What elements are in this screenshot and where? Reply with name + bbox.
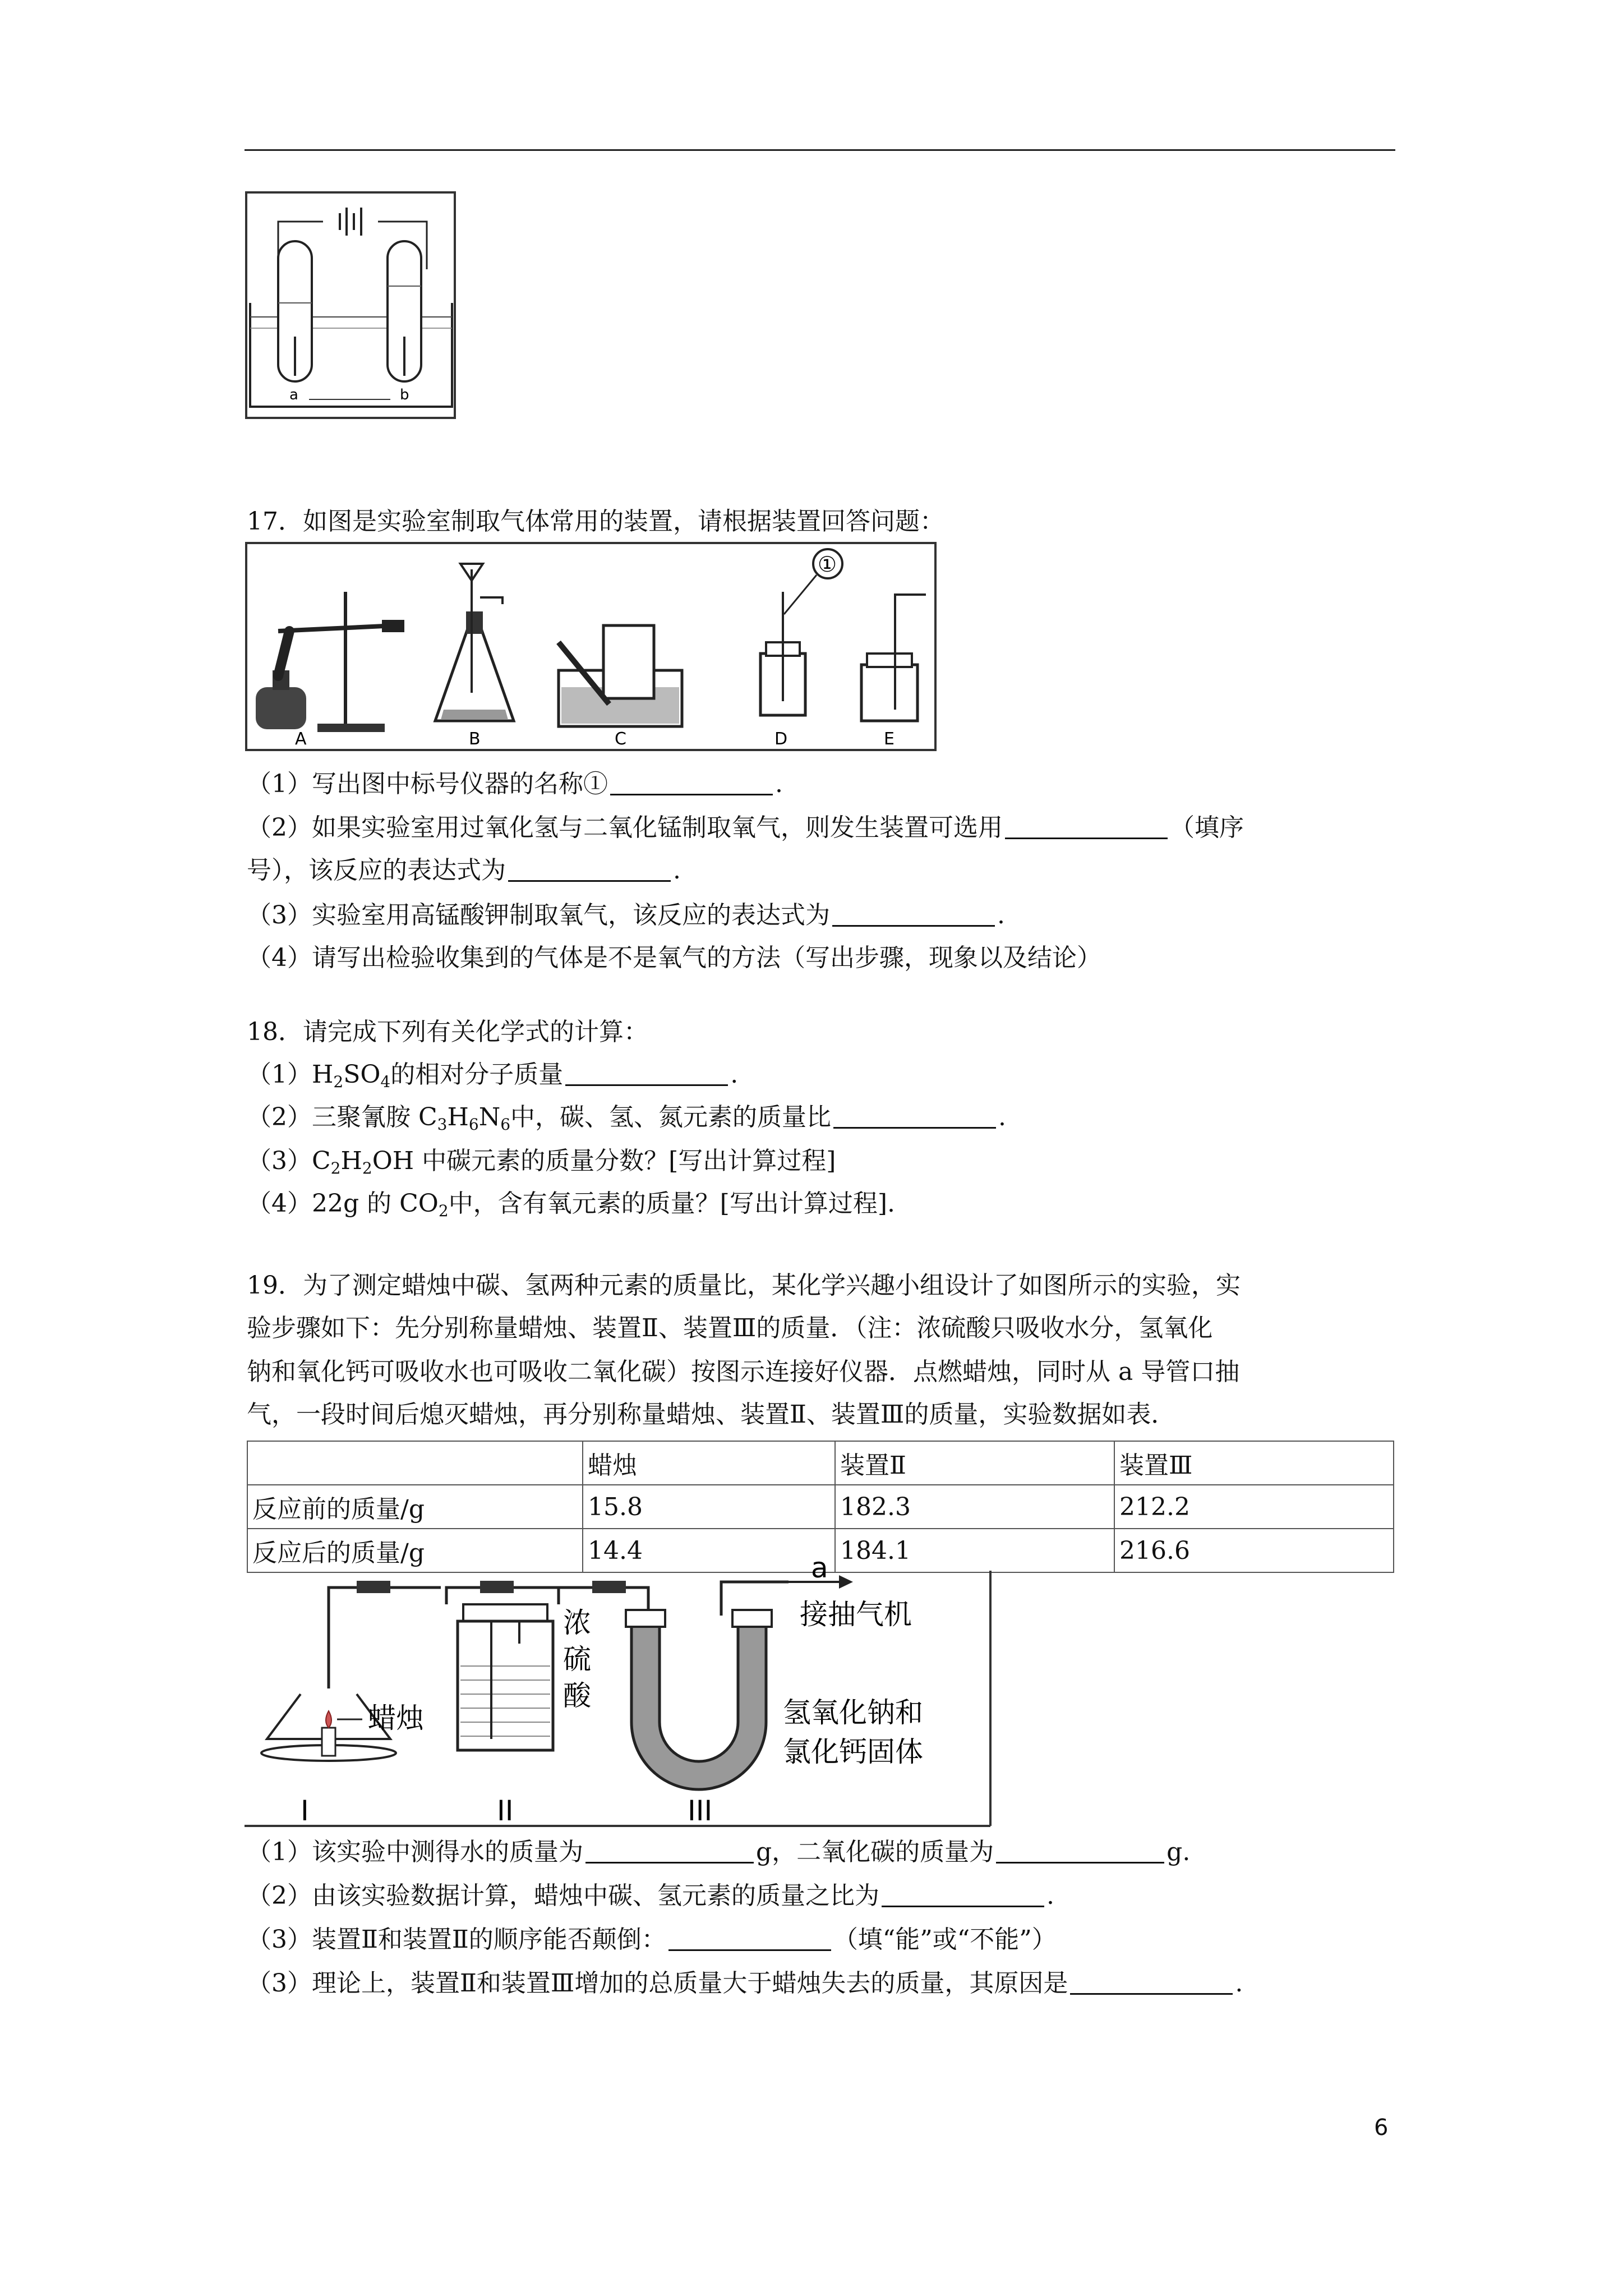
q17-part3: （3）实验室用高锰酸钾制取氧气，该反应的表达式为 . [247, 901, 1005, 930]
q18-stem: 18．请完成下列有关化学式的计算： [247, 1018, 648, 1046]
q18-part1: $(1)H_2SO_4$的相对分子质量 . [247, 1060, 739, 1091]
q17-part4: （4）请写出检验收集到的气体是不是氧气的方法（写出步骤，现象以及结论） [247, 944, 1101, 972]
page-number: 6 [1374, 2115, 1389, 2141]
table-header-cell [247, 1441, 583, 1485]
fig-label-B: B [469, 729, 481, 749]
q17-part2: （2）如果实验室用过氧化氢与二氧化锰制取氧气，则发生装置可选用 （填序 [247, 813, 1244, 842]
acid-label-2: 硫 [563, 1643, 591, 1676]
table-header-cell: 装置Ⅲ [1114, 1441, 1394, 1485]
q19-line2: 验步骤如下：先分别称量蜡烛、装置Ⅱ、装置Ⅲ的质量．（注：浓硫酸只吸收水分，氢氧化 [247, 1314, 1213, 1342]
table-cell: 184.1 [835, 1529, 1114, 1572]
q18-part4: （4）22g 的 $CO_2$中，含有氧元素的质量？[写出计算过程]. [247, 1189, 896, 1220]
q19-line1: 19．为了测定蜡烛中碳、氢两种元素的质量比，某化学兴趣小组设计了如图所示的实验，实 [247, 1271, 1241, 1300]
electrode-label-a: a [289, 386, 298, 403]
q19-part3: （3）装置Ⅱ和装置Ⅱ的顺序能否颠倒： （填“能”或“不能”） [247, 1925, 1057, 1954]
electrode-label-b: b [400, 386, 409, 403]
table-cell: 182.3 [835, 1485, 1114, 1529]
solid-label-2: 氯化钙固体 [783, 1736, 923, 1768]
acid-label-3: 酸 [563, 1680, 591, 1712]
fig-label-D: D [774, 729, 788, 749]
table-cell: 15.8 [583, 1485, 835, 1529]
table-cell: 反应后的质量/g [247, 1529, 583, 1572]
table-row [247, 1485, 1394, 1529]
acid-label-1: 浓 [563, 1607, 591, 1639]
q17-stem: 17．如图是实验室制取气体常用的装置，请根据装置回答问题： [247, 507, 944, 536]
fig-marker-1: ① [818, 552, 837, 577]
outlet-label-a: a [811, 1552, 828, 1584]
q19-part2: （2）由该实验数据计算，蜡烛中碳、氢元素的质量之比为 . [247, 1881, 1054, 1910]
q17-part2-cont: 号），该反应的表达式为 . [247, 856, 681, 885]
device-label-I: I [301, 1795, 309, 1827]
q19-part4: （3）理论上，装置Ⅱ和装置Ⅲ增加的总质量大于蜡烛失去的质量，其原因是 . [247, 1969, 1243, 1998]
table-cell: 216.6 [1114, 1529, 1394, 1572]
header-rule [245, 149, 1395, 151]
candle-label: 蜡烛 [368, 1702, 424, 1734]
table-header-cell: 装置Ⅱ [835, 1441, 1114, 1485]
device-label-II: II [497, 1795, 514, 1827]
device-label-III: III [688, 1795, 713, 1827]
q19-line3: 钠和氧化钙可吸收水也可吸收二氧化碳）按图示连接好仪器．点燃蜡烛，同时从 a 导管口抽 [247, 1358, 1240, 1386]
table-cell: 212.2 [1114, 1485, 1394, 1529]
fig-label-A: A [295, 729, 307, 749]
table-header-row [247, 1441, 1394, 1485]
table-cell: 反应前的质量/g [247, 1485, 583, 1529]
q18-part2: （2）三聚氰胺 $C_3H_6N_6$中，碳、氢、氮元素的质量比 . [247, 1103, 1007, 1134]
electrolysis-figure [245, 191, 458, 421]
fig-label-E: E [884, 729, 895, 749]
q18-part3: $(3)C_2H_2OH$ 中碳元素的质量分数？[写出计算过程] [247, 1147, 836, 1177]
q19-part1: （1）该实验中测得水的质量为 g，二氧化碳的质量为 g. [247, 1838, 1191, 1866]
table-header-cell: 蜡烛 [583, 1441, 835, 1485]
q19-line4: 气，一段时间后熄灭蜡烛，再分别称量蜡烛、装置Ⅱ、装置Ⅲ的质量，实验数据如表． [247, 1400, 1176, 1429]
solid-label-1: 氢氧化钠和 [783, 1696, 923, 1729]
q17-part1: （1）写出图中标号仪器的名称① . [247, 770, 783, 798]
gas-apparatus-figure [245, 541, 937, 752]
table-cell: 14.4 [583, 1529, 835, 1572]
fig-label-C: C [615, 729, 626, 749]
pump-label: 接抽气机 [800, 1598, 912, 1631]
